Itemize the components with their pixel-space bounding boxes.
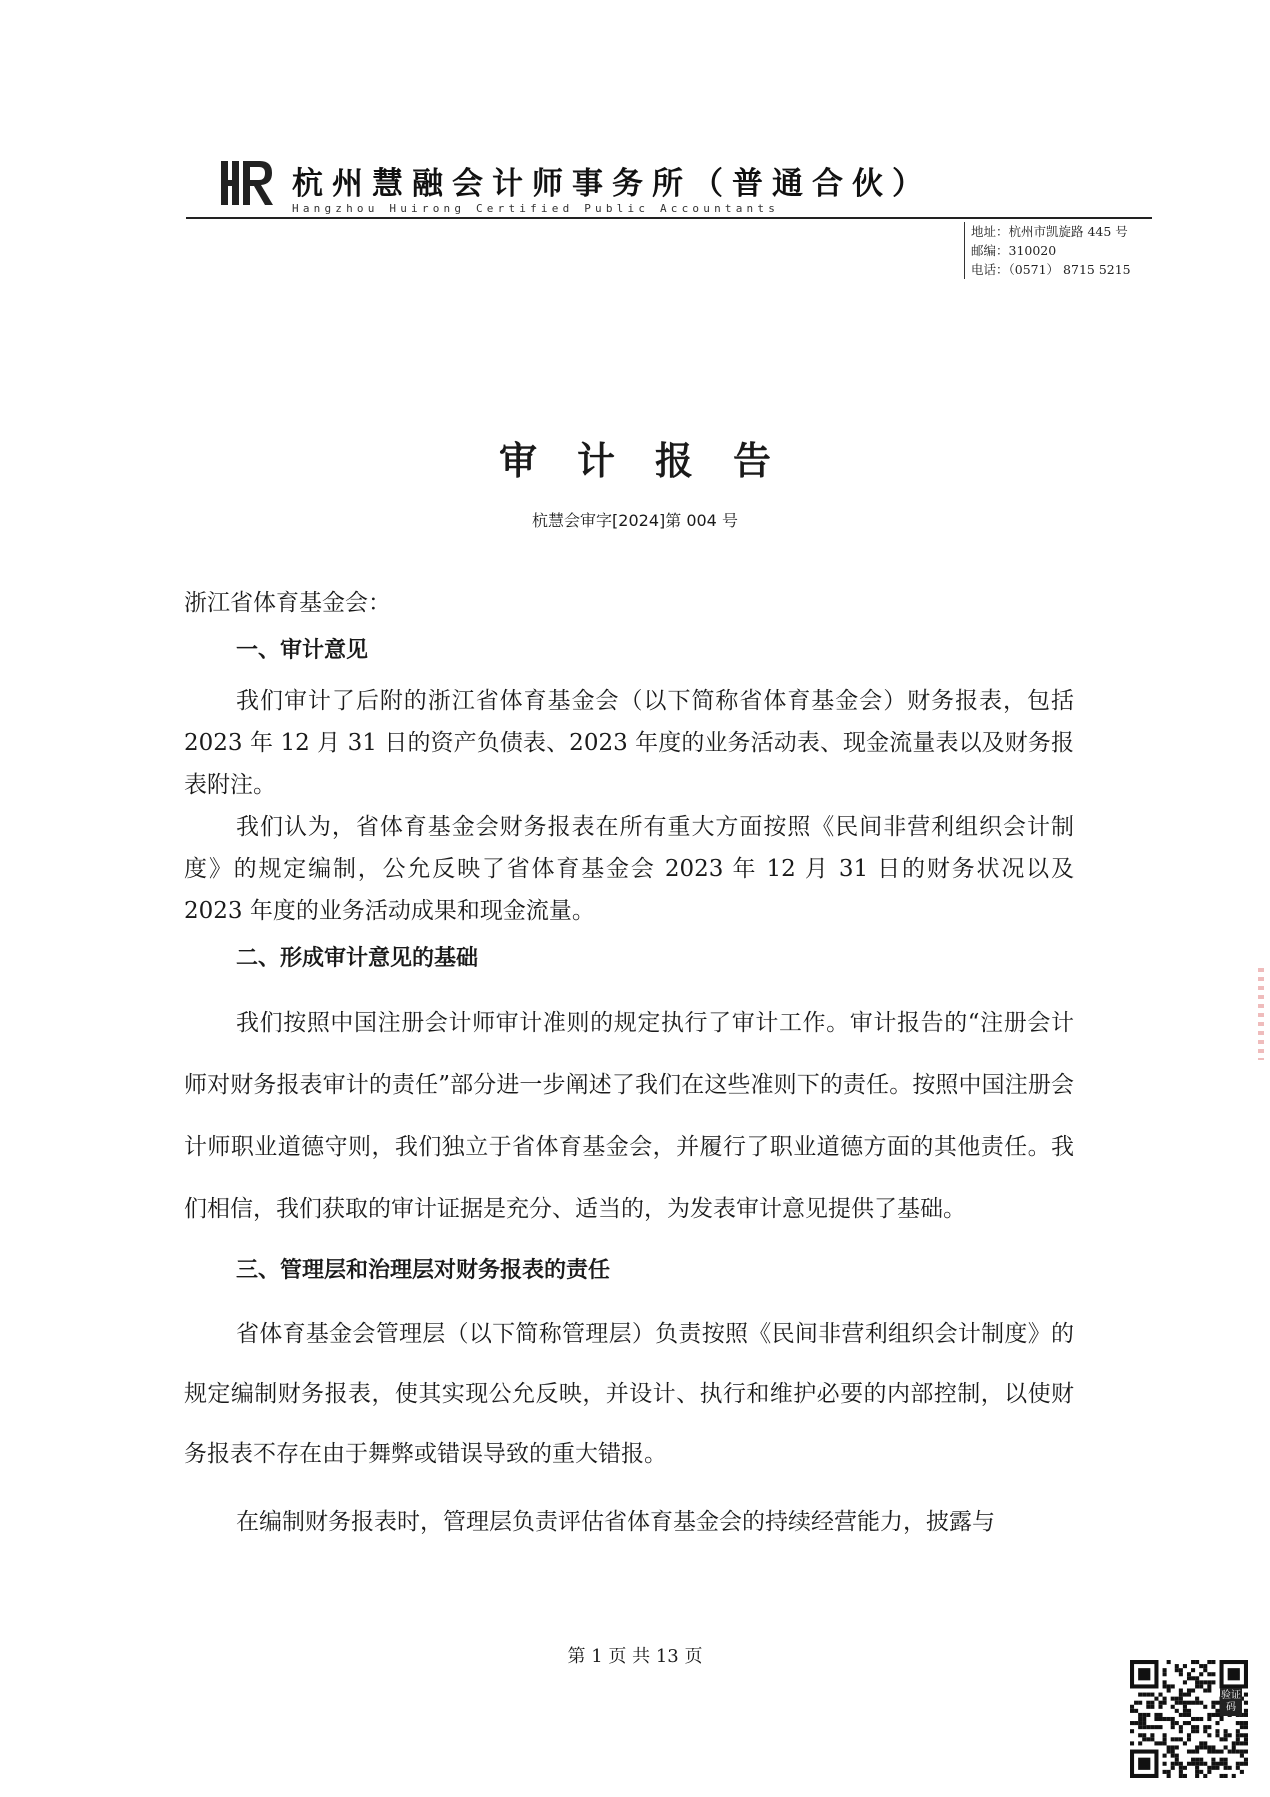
page-number: 第 1 页 共 13 页 [567, 1646, 703, 1667]
report-body [184, 582, 1074, 1552]
report-reference-number: 杭慧会审字[2024]第 004 号 [532, 511, 738, 530]
section-heading: 一、审计意见 [236, 638, 369, 663]
firm-logo [218, 158, 276, 208]
seal-edge-mark [1258, 968, 1264, 1060]
paragraph: 在编制财务报表时，管理层负责评估省体育基金会的持续经营能力，披露与 [236, 1509, 995, 1535]
paragraph: 我们按照中国注册会计师审计准则的规定执行了审计工作。审计报告的“注册会计师对财务报表审计的责任”部分进一步阐述了我们在这些准则下的责任。按照中国注册会计师职业道德守则，我们独立于省体育基金会，并履行了职业道德方面的其他责任。我们相信，我们获取的审计证据是充分、适当的，为发表审计意见提供了基础。 [184, 1010, 1074, 1222]
report-title: 审计报告 [498, 439, 811, 483]
postcode-line: 邮编：310020 [971, 243, 1057, 258]
firm-name: 杭州慧融会计师事务所（普通合伙） [292, 166, 932, 202]
verification-qr-code[interactable] [1130, 1660, 1248, 1778]
phone-line: 电话：（0571） 8715 5215 [971, 262, 1131, 277]
salutation: 浙江省体育基金会： [184, 590, 391, 616]
paragraph: 我们认为，省体育基金会财务报表在所有重大方面按照《民间非营利组织会计制度》的规定编制，公允反映了省体育基金会 2023 年 12 月 31 日的财务状况以及 2023 年度的业务活动成果和现金流量。 [184, 814, 1074, 924]
section-heading: 二、形成审计意见的基础 [236, 946, 479, 971]
contact-block [964, 222, 1131, 279]
firm-name-english: Hangzhou Huirong Certified Public Accountants [292, 202, 780, 215]
paragraph: 省体育基金会管理层（以下简称管理层）负责按照《民间非营利组织会计制度》的规定编制财务报表，使其实现公允反映，并设计、执行和维护必要的内部控制，以使财务报表不存在由于舞弊或错误导致的重大错报。 [184, 1321, 1074, 1467]
header-rule [186, 217, 1152, 219]
paragraph: 我们审计了后附的浙江省体育基金会（以下简称省体育基金会）财务报表，包括 2023 年 12 月 31 日的资产负债表、2023 年度的业务活动表、现金流量表以及财务报表附注。 [184, 688, 1074, 798]
section-heading: 三、管理层和治理层对财务报表的责任 [236, 1258, 611, 1283]
qr-verification-label: 验证码 [1220, 1688, 1242, 1716]
address-line: 地址：杭州市凯旋路 445 号 [971, 224, 1128, 239]
